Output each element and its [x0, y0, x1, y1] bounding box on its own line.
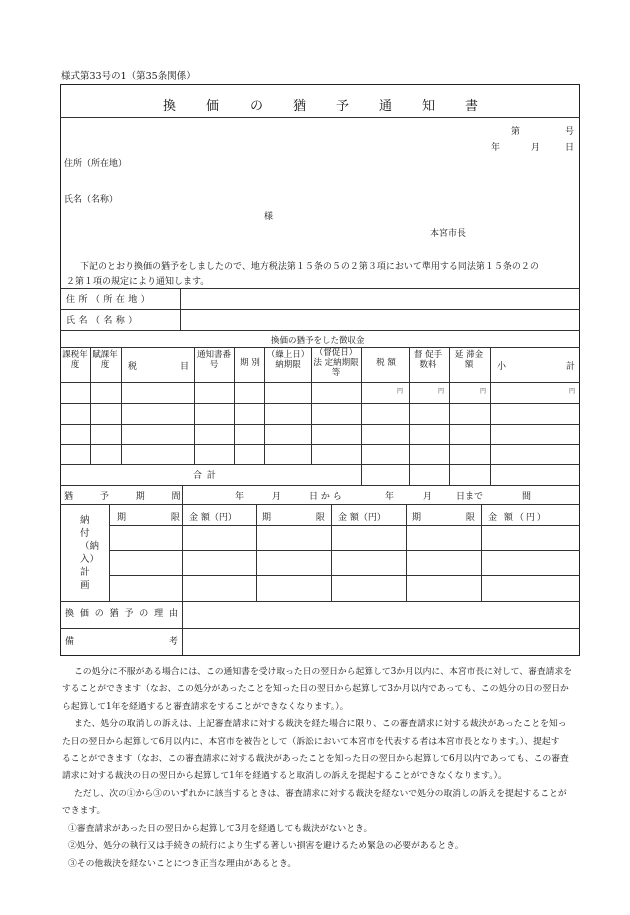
note-line-6: ることができます（なお、この審査請求に対する裁決があったことを知った日の翌日から起算して6月以内であっても、この審査 — [62, 754, 569, 764]
yen-fee: 円 — [438, 388, 445, 395]
name-row-label: 氏 名 （ 名 称 ） — [66, 316, 138, 326]
note-line-9: できます。 — [62, 806, 106, 816]
col-tokusoku: （督促日）法 定納期限等 — [313, 348, 359, 378]
honorific: 様 — [264, 212, 274, 222]
body-line-2: ２第１項の規定により通知します。 — [66, 277, 210, 287]
recipient-name-label: 氏名（名称） — [64, 195, 119, 205]
date-day: 日 — [565, 143, 575, 153]
note-line-7: 請求に対する裁決の日の翌日から起算して1年を経過すると取消しの訴えを提起することができなくなります。）。 — [62, 771, 507, 781]
number-gou: 号 — [565, 127, 575, 137]
period-year-2: 年 — [385, 492, 395, 502]
col-kuriage: （繰上日）納期限 — [266, 350, 310, 370]
plan-kingaku-1: 金 額（円） — [189, 513, 237, 523]
period-year-1: 年 — [235, 492, 245, 502]
title-char-4: 猶 — [293, 99, 307, 114]
period-kan: 間 — [522, 492, 532, 502]
biko-label: 備 考 — [65, 637, 178, 647]
title-char-7: 知 — [422, 99, 436, 114]
body-line-1: 下記のとおり換価の猶予をしましたので、地方税法第１５条の５の２第３項において準用する同法第１５条の２の — [80, 262, 539, 272]
yen-entai: 円 — [480, 388, 487, 395]
title-char-6: 通 — [379, 99, 393, 114]
title-char-2: 価 — [206, 99, 220, 114]
plan-kingaku-3: 金 額（円） — [488, 513, 548, 523]
note-line-1: この処分に不服がある場合には、この通知書を受け取った日の翌日から起算して3か月以内に、本宮市長に対して、審査請求を — [74, 667, 573, 677]
plan-kigen-3: 期 限 — [412, 513, 475, 523]
target-header: 換価の猶予をした徴収金 — [271, 336, 365, 346]
col-sho: 小 — [497, 362, 507, 372]
recipient-address-label: 住所（所在地） — [64, 159, 128, 169]
plan-kigen-2: 期 限 — [262, 513, 325, 523]
total-label: 合 計 — [193, 471, 217, 481]
plan-label: 納付（納入）計画 — [80, 515, 100, 591]
number-dai: 第 — [511, 127, 521, 137]
note-line-12: ③その他裁決を経ないことにつき正当な理由があるとき。 — [68, 859, 297, 869]
note-line-5: た日の翌日から起算して6月以内に、本宮市を被告として（訴訟において本宮市を代表する者は本宮市長となります。）、提起す — [62, 737, 560, 747]
yen-subtotal: 円 — [569, 388, 576, 395]
col-kei: 計 — [566, 362, 576, 372]
title-char-5: 予 — [336, 99, 350, 114]
note-line-4: また、処分の取消しの訴えは、上記審査請求に対する裁決を経た場合に限り、この審査請求に対する裁決があったことを知っ — [74, 719, 567, 729]
note-line-3: ら起算して1年を経過すると審査請求をすることができなくなります。）。 — [62, 702, 349, 712]
issuer: 本宮市長 — [430, 229, 467, 239]
note-line-10: ①審査請求があった日の翌日から起算して3月を経過しても裁決がないとき。 — [68, 824, 373, 834]
col-moku: 目 — [180, 362, 190, 372]
address-row-label: 住 所 （ 所 在 地 ） — [66, 295, 151, 305]
col-zei: 税 — [128, 362, 138, 372]
date-year: 年 — [491, 143, 501, 153]
col-tsuchi: 通知書番号 — [196, 350, 231, 370]
reason-label: 換 価 の 猶 予 の 理 由 — [65, 609, 180, 619]
note-line-11: ②処分、処分の執行又は手続きの続行により生ずる著しい損害を避けるため緊急の必要があるとき。 — [68, 841, 464, 851]
note-line-8: ただし、次の①から③のいずれかに該当するときは、審査請求に対する裁決を経ないで処分の取消しの訴えを提起することが — [74, 789, 567, 799]
col-fuka: 賦課年度 — [92, 350, 118, 370]
col-kibetsu: 期 別 — [240, 358, 260, 368]
col-entai: 延 滞金 額 — [454, 350, 484, 370]
title-char-8: 書 — [465, 99, 479, 114]
col-zeigaku: 税 額 — [376, 358, 396, 368]
plan-kigen-1: 期 限 — [117, 513, 180, 523]
plan-kingaku-2: 金 額（円） — [338, 513, 386, 523]
period-day-until: 日まで — [456, 492, 484, 502]
form-number: 様式第33号の1（第35条関係） — [61, 71, 196, 82]
col-kazei: 課税年度 — [62, 350, 88, 370]
title-char-3: の — [250, 99, 264, 114]
period-day-from: 日 か ら — [309, 492, 342, 502]
period-month-1: 月 — [272, 492, 282, 502]
date-month: 月 — [531, 143, 541, 153]
title-char-1: 換 — [163, 99, 177, 114]
period-month-2: 月 — [423, 492, 433, 502]
yen-zeigaku: 円 — [397, 388, 404, 395]
note-line-2: することができます（なお、この処分があったことを知った日の翌日から起算して3か月以内であっても、この処分の日の翌日か — [62, 684, 569, 694]
col-tokusoku-fee: 督 促手数料 — [413, 350, 443, 370]
period-label: 猶 予 期 間 — [64, 492, 188, 502]
